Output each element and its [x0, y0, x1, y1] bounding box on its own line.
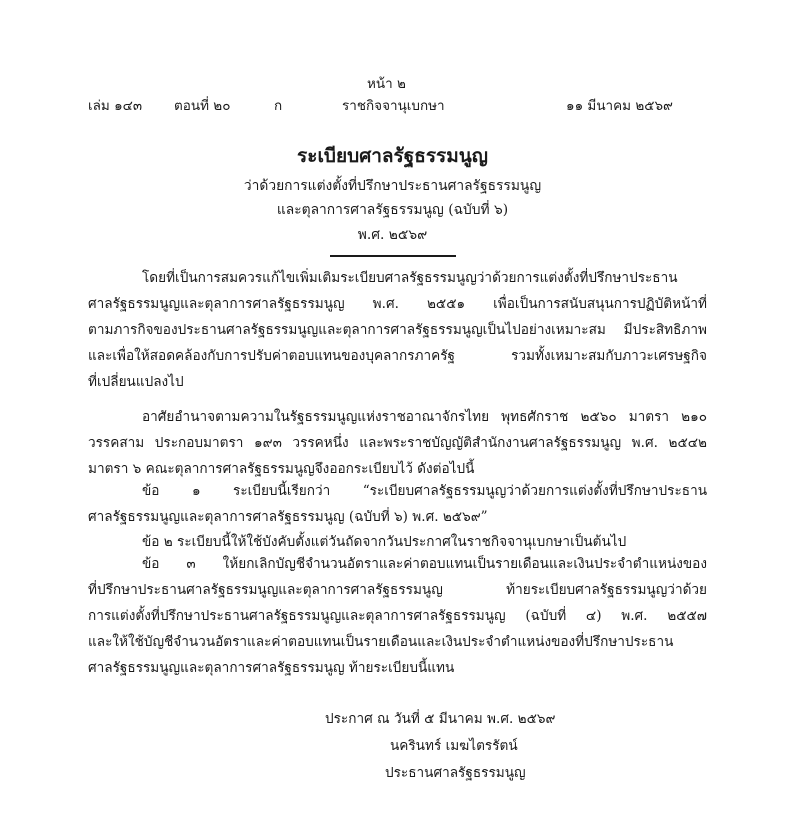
article-3-line: ศาลรัฐธรรมนูญและตุลาการศาลรัฐธรรมนูญ ท้ายระเบียบนี้แทน [88, 660, 455, 676]
article-1-line: ข้อ ๑ ระเบียบนี้เรียกว่า “ระเบียบศาลรัฐธรรมนูญว่าด้วยการแต่งตั้งที่ปรึกษาประธาน [142, 483, 707, 499]
authority-line: อาศัยอำนาจตามความในรัฐธรรมนูญแห่งราชอาณาจักรไทย พุทธศักราช ๒๕๖๐ มาตรา ๒๑๐ [142, 409, 707, 425]
signatory-name: นครินทร์ เมฆไตรรัตน์ [390, 738, 518, 754]
preamble-line: โดยที่เป็นการสมควรแก้ไขเพิ่มเติมระเบียบศาลรัฐธรรมนูญว่าด้วยการแต่งตั้งที่ปรึกษาประธาน [142, 270, 678, 286]
article-3-line: ข้อ ๓ ให้ยกเลิกบัญชีจำนวนอัตราและค่าตอบแทนเป็นรายเดือนและเงินประจำตำแหน่งของ [142, 556, 707, 572]
preamble-line: ศาลรัฐธรรมนูญและตุลาการศาลรัฐธรรมนูญ พ.ศ. ๒๕๕๑ เพื่อเป็นการสนับสนุนการปฏิบัติหน้าที่ [88, 296, 707, 312]
document-year: พ.ศ. ๒๕๖๙ [357, 227, 428, 243]
authority-line: มาตรา ๖ คณะตุลาการศาลรัฐธรรมนูญจึงออกระเบียบไว้ ดังต่อไปนี้ [88, 461, 475, 477]
gazette-date: ๑๑ มีนาคม ๒๕๖๙ [566, 98, 673, 114]
announcement-date: ประกาศ ณ วันที่ ๕ มีนาคม พ.ศ. ๒๕๖๙ [325, 711, 556, 727]
preamble-line: ตามภารกิจของประธานศาลรัฐธรรมนูญและตุลาการศาลรัฐธรรมนูญเป็นไปอย่างเหมาะสม มีประสิทธิภาพ [88, 322, 707, 338]
article-1-line: ศาลรัฐธรรมนูญและตุลาการศาลรัฐธรรมนูญ (ฉบับที่ ๖) พ.ศ. ๒๕๖๙” [88, 509, 488, 525]
issue-number: ตอนที่ ๒๐ [174, 98, 231, 114]
section-letter: ก [274, 98, 283, 114]
article-3-line: และให้ใช้บัญชีจำนวนอัตราและค่าตอบแทนเป็นรายเดือนและเงินประจำตำแหน่งของที่ปรึกษาประธาน [88, 634, 674, 650]
preamble-line: และเพื่อให้สอดคล้องกับการปรับค่าตอบแทนของบุคลากรภาครัฐ รวมทั้งเหมาะสมกับภาวะเศรษฐกิจ [88, 348, 707, 364]
signatory-position: ประธานศาลรัฐธรรมนูญ [385, 765, 526, 781]
document-title: ระเบียบศาลรัฐธรรมนูญ [297, 145, 488, 167]
article-2-line: ข้อ ๒ ระเบียบนี้ให้ใช้บังคับตั้งแต่วันถัดจากวันประกาศในราชกิจจานุเบกษาเป็นต้นไป [142, 534, 627, 550]
document-subtitle-2: และตุลาการศาลรัฐธรรมนูญ (ฉบับที่ ๖) [276, 202, 509, 218]
page-number: หน้า ๒ [367, 76, 406, 92]
document-subtitle: ว่าด้วยการแต่งตั้งที่ปรึกษาประธานศาลรัฐธรรมนูญ [243, 178, 542, 194]
gazette-name: ราชกิจจานุเบกษา [342, 98, 445, 114]
article-3-line: ที่ปรึกษาประธานศาลรัฐธรรมนูญและตุลาการศาลรัฐธรรมนูญ ท้ายระเบียบศาลรัฐธรรมนูญว่าด้วย [88, 582, 707, 598]
volume-number: เล่ม ๑๔๓ [88, 98, 143, 114]
authority-line: วรรคสาม ประกอบมาตรา ๑๙๓ วรรคหนึ่ง และพระราชบัญญัติสำนักงานศาลรัฐธรรมนูญ พ.ศ. ๒๕๔๒ [88, 435, 707, 451]
preamble-line: ที่เปลี่ยนแปลงไป [88, 374, 184, 390]
article-3-line: การแต่งตั้งที่ปรึกษาประธานศาลรัฐธรรมนูญและตุลาการศาลรัฐธรรมนูญ (ฉบับที่ ๔) พ.ศ. ๒๕๕๗ [88, 608, 707, 624]
title-divider [330, 255, 456, 257]
